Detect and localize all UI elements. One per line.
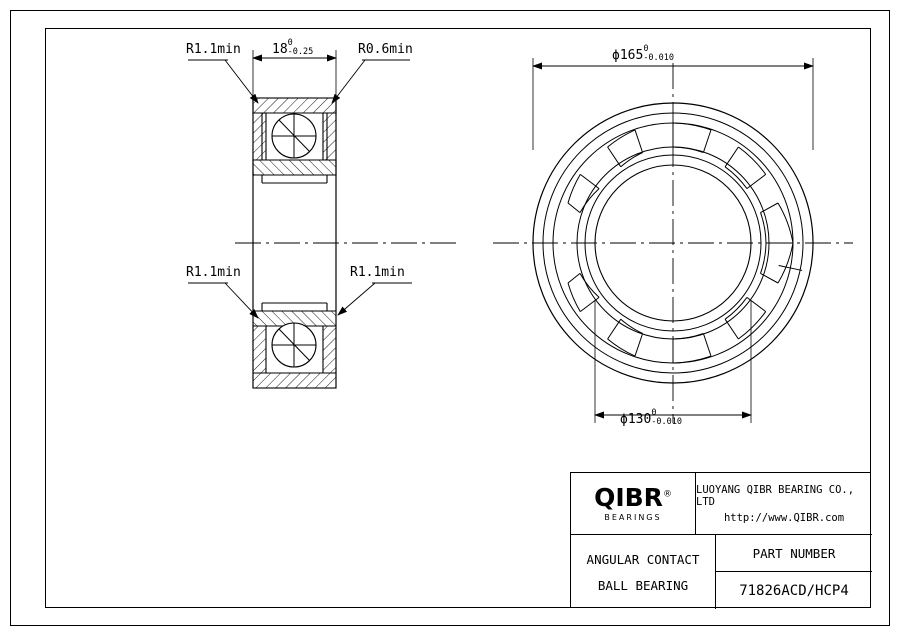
part-number-block [716, 535, 872, 609]
bore-diameter-dimension [620, 408, 683, 427]
width-dimension [272, 38, 318, 57]
outer-dia-symbol: ϕ [612, 48, 620, 63]
radius-label-top-left: R1.1min [186, 42, 241, 57]
outer-dia-tol-lower: -0.010 [643, 53, 675, 63]
product-type-line-2: BALL BEARING [597, 577, 689, 593]
title-block-header-row [571, 473, 872, 535]
radius-label-top-right: R0.6min [358, 42, 413, 57]
registered-trademark-icon: ® [662, 489, 672, 500]
outer-dia-nominal: 165 [619, 48, 644, 63]
width-tolerance [287, 38, 318, 57]
width-tol-upper: 0 [287, 38, 293, 48]
product-type-line-1: ANGULAR CONTACT [586, 551, 700, 567]
part-number-value: 71826ACD/HCP4 [739, 582, 849, 599]
bore-dia-tol-upper: 0 [651, 408, 657, 418]
bore-dia-tolerance [651, 408, 683, 427]
radius-label-bottom-left: R1.1min [186, 265, 241, 280]
outer-dia-tol-upper: 0 [643, 44, 649, 54]
company-logo [571, 473, 696, 534]
logo-wordmark [594, 485, 672, 510]
title-block-detail-row [571, 535, 872, 609]
width-tol-lower: -0.25 [287, 47, 314, 57]
company-name: LUOYANG QIBR BEARING CO., LTD [696, 483, 855, 508]
company-website[interactable]: http://www.QIBR.com [723, 511, 845, 524]
logo-text: QIBR [594, 483, 663, 512]
bore-dia-tol-lower: -0.010 [651, 417, 683, 427]
company-info [696, 473, 872, 534]
title-block [570, 472, 871, 608]
outer-dia-tolerance [643, 44, 675, 63]
bore-dia-nominal: 130 [627, 412, 652, 427]
product-type [571, 535, 716, 609]
logo-subtitle: BEARINGS [604, 513, 662, 522]
part-number-label: PART NUMBER [716, 535, 872, 572]
outer-diameter-dimension [612, 44, 675, 63]
width-nominal: 18 [272, 42, 288, 57]
bore-dia-symbol: ϕ [620, 412, 628, 427]
radius-label-bottom-right: R1.1min [350, 265, 405, 280]
